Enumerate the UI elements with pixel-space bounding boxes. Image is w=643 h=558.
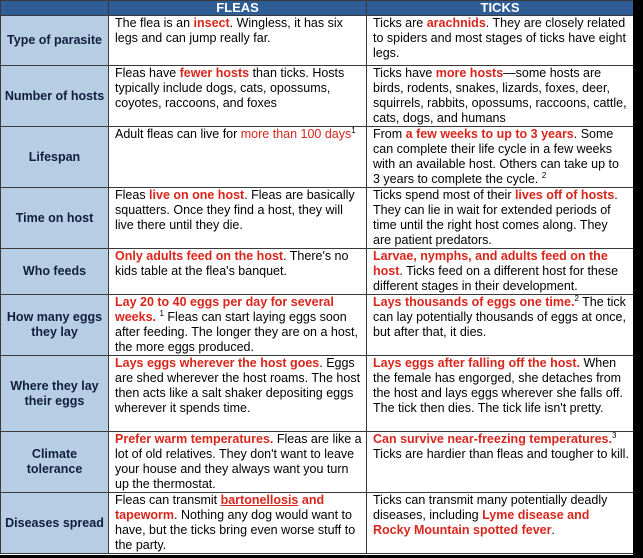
table-row [1, 66, 634, 127]
highlight-text: lives off of hosts [514, 188, 615, 202]
highlight-text: Lays eggs wherever the host goes [115, 356, 320, 370]
header-row [1, 1, 634, 16]
body-text: . Fleas are basically squatters. Once they find a host, they will live there until they die. [115, 188, 355, 232]
header-ticks: TICKS [367, 1, 634, 16]
row-label: Time on host [1, 188, 109, 249]
body-text: . They are closely related to spiders and most stages of ticks have eight legs. [373, 16, 626, 60]
row-label: Diseases spread [1, 493, 109, 554]
highlight-text: Larvae, nymphs, and adults feed on the host [373, 249, 608, 278]
highlight-text: Only adults feed on the host [115, 249, 284, 263]
body-text: Fleas are like a lot of old relatives. They don't want to leave your house and they always want you turn up the thermostat. [115, 432, 362, 491]
header-fleas: FLEAS [109, 1, 367, 16]
body-text: From [373, 127, 406, 141]
body-text: . Wingless, it has six legs and can jump really far. [115, 16, 343, 45]
body-text: . Some can complete their life cycle in a few weeks with an available host. Others can take up to 3 years to complete the cycle. [373, 127, 619, 186]
fleas-cell [109, 493, 367, 554]
body-text: Ticks spend most of their [373, 188, 515, 202]
table-row [1, 249, 634, 295]
body-text: Fleas [115, 188, 150, 202]
body-text: Adult fleas can live for [115, 127, 241, 141]
table-row [1, 356, 634, 432]
highlight-text: Lays thousands of eggs one time. [373, 295, 575, 309]
fleas-cell [109, 188, 367, 249]
highlight-text: Prefer warm temperatures. [115, 432, 274, 446]
body-text: When the female has engorged, she detaches from the host and lays eggs wherever she falls off. The tick then dies. The tick life isn't pretty. [373, 356, 623, 415]
highlight-text: Can survive near-freezing temperatures. [373, 432, 612, 446]
highlight-text: and tapeworm [115, 493, 325, 522]
body-text: . Nothing any dog would want to have, but the ticks bring even worse stuff to the party. [115, 508, 356, 552]
row-label: Climate tolerance [1, 432, 109, 493]
body-text: —some hosts are birds, rodents, snakes, lizards, foxes, deer, squirrels, rabbits, opossums, raccoons, cattle, cats, dogs, and humans [373, 66, 627, 125]
ticks-cell [367, 16, 634, 66]
fleas-cell [109, 295, 367, 356]
table-row [1, 295, 634, 356]
ticks-cell [367, 432, 634, 493]
body-text: than ticks. Hosts typically include dogs, cats, opossums, coyotes, raccoons, and foxes [115, 66, 345, 110]
table-row [1, 432, 634, 493]
row-label: How many eggs they lay [1, 295, 109, 356]
highlight-text: more than 100 days [240, 127, 352, 141]
footnote-mark: 1 [351, 125, 356, 135]
page-shadow-right [633, 0, 643, 558]
body-text: Ticks have [373, 66, 436, 80]
table-row [1, 188, 634, 249]
ticks-cell [367, 188, 634, 249]
body-text: The flea is an [115, 16, 194, 30]
table-row [1, 127, 634, 188]
footnote-mark: 2 [574, 293, 579, 303]
table-row [1, 16, 634, 66]
table-row [1, 493, 634, 554]
highlight-text: fewer hosts [179, 66, 250, 80]
body-text: The tick can lay potentially thousands of eggs at once, but after that, it dies. [373, 295, 626, 339]
fleas-cell [109, 66, 367, 127]
fleas-cell [109, 127, 367, 188]
ticks-cell [367, 356, 634, 432]
fleas-cell [109, 249, 367, 295]
header-corner [1, 1, 109, 16]
fleas-cell [109, 432, 367, 493]
highlight-text: bartonellosis [220, 493, 299, 507]
body-text: Ticks are hardier than fleas and tougher to kill. [373, 447, 629, 461]
highlight-text: Lays eggs after falling off the host. [373, 356, 580, 370]
highlight-text: a few weeks to up to 3 years [405, 127, 574, 141]
body-text: Fleas can start laying eggs soon after feeding. The longer they are on a host, the more eggs produced. [115, 310, 358, 354]
highlight-text: arachnids [426, 16, 486, 30]
highlight-text: more hosts [435, 66, 504, 80]
footnote-mark: 1 [159, 308, 164, 318]
highlight-text: Lyme disease and Rocky Mountain spotted fever [373, 508, 590, 537]
ticks-cell [367, 66, 634, 127]
row-label: Number of hosts [1, 66, 109, 127]
body-text: . Ticks feed on a different host for these different stages in their development. [373, 264, 619, 293]
row-label: Type of parasite [1, 16, 109, 66]
row-label: Lifespan [1, 127, 109, 188]
highlight-text: insect [193, 16, 230, 30]
body-text: Fleas have [115, 66, 180, 80]
body-text: Ticks are [373, 16, 427, 30]
body-text: Fleas can transmit [115, 493, 221, 507]
fleas-cell [109, 356, 367, 432]
highlight-text: live on one host [149, 188, 245, 202]
row-label: Where they lay their eggs [1, 356, 109, 432]
highlight-text: Lay 20 to 40 eggs per day for several weeks. [115, 295, 334, 324]
row-label: Who feeds [1, 249, 109, 295]
fleas-cell [109, 16, 367, 66]
ticks-cell [367, 127, 634, 188]
footnote-mark: 3 [611, 430, 617, 440]
ticks-cell [367, 295, 634, 356]
ticks-cell [367, 493, 634, 554]
ticks-cell [367, 249, 634, 295]
body-text: . They can lie in wait for extended periods of time until the right host comes along. They are patient predators. [373, 188, 618, 247]
body-text: . Eggs are shed wherever the host roams. The host then acts like a salt shaker depositing eggs wherever it spends time. [115, 356, 361, 415]
body-text: . There's no kids table at the flea's banquet. [115, 249, 349, 278]
footnote-mark: 2 [541, 170, 547, 180]
body-text: Ticks can transmit many potentially deadly diseases, including [373, 493, 608, 522]
body-text: . [551, 523, 555, 537]
